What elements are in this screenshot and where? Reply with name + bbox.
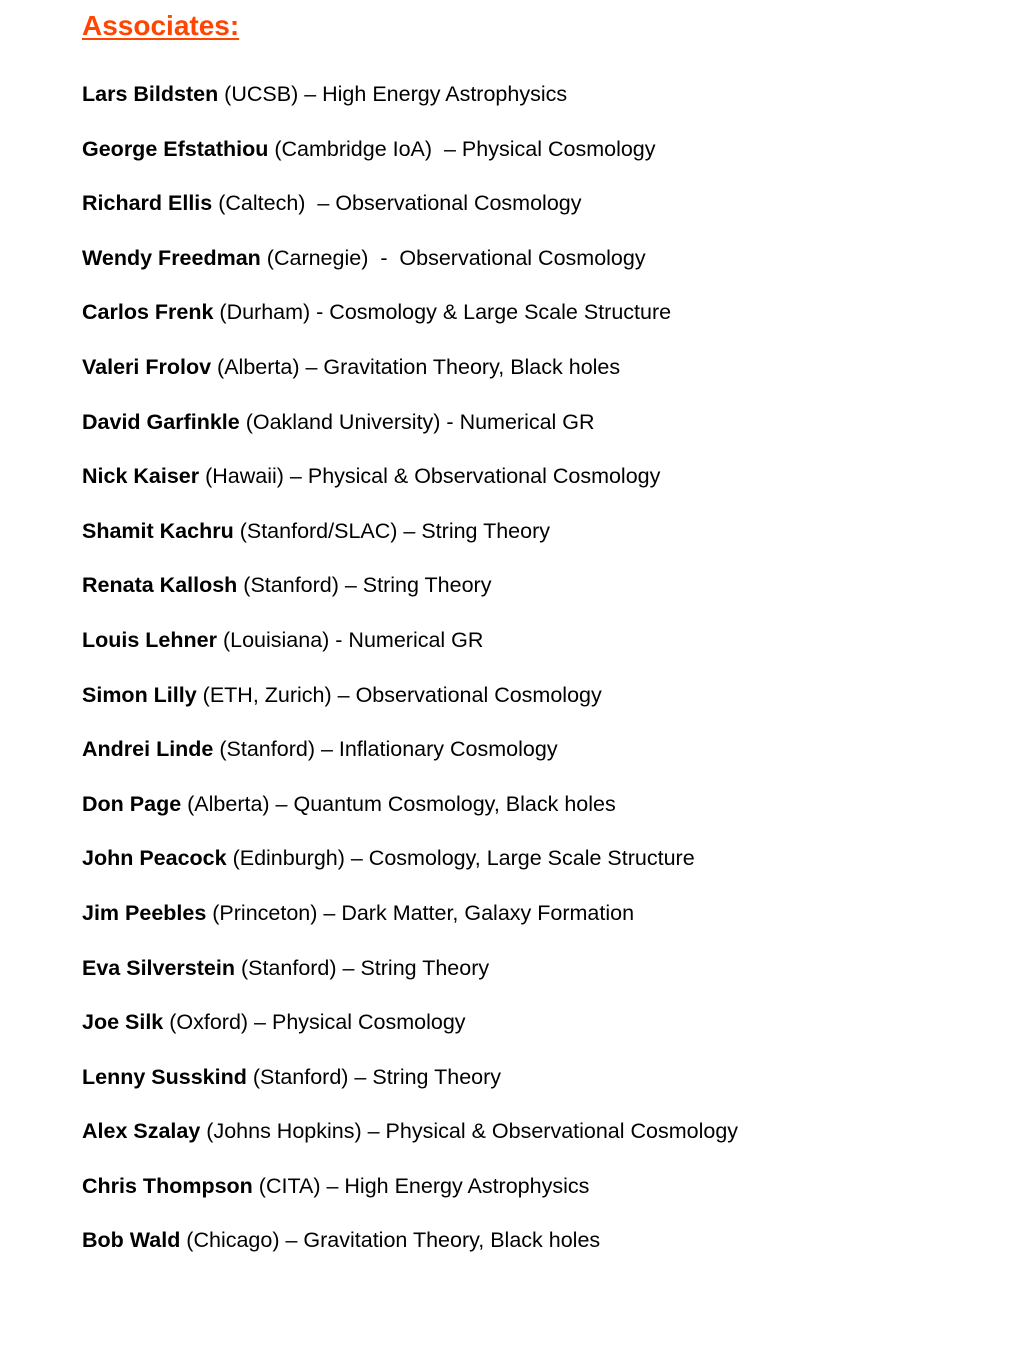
associate-name: Carlos Frenk	[82, 300, 214, 325]
associate-details: (Hawaii) – Physical & Observational Cosmology	[199, 464, 661, 489]
associate-entry	[82, 79, 738, 134]
associate-details: (Carnegie) - Observational Cosmology	[260, 245, 646, 270]
associate-details: (Stanford) – String Theory	[234, 955, 490, 980]
associate-entry	[82, 1171, 738, 1226]
associate-name: Don Page	[82, 791, 182, 816]
associate-details: (Alberta) – Quantum Cosmology, Black holes	[181, 791, 616, 816]
associate-entry	[82, 188, 738, 243]
associate-entry	[82, 680, 738, 735]
associate-entry	[82, 461, 738, 516]
associate-details: (Cambridge IoA) – Physical Cosmology	[268, 136, 656, 161]
associate-details: (Stanford) – Inflationary Cosmology	[213, 737, 558, 762]
associate-name: John Peacock	[82, 846, 227, 871]
associate-entry	[82, 843, 738, 898]
associate-name: Jim Peebles	[82, 900, 207, 925]
associate-name: George Efstathiou	[82, 136, 269, 161]
associate-details: (Louisiana) - Numerical GR	[216, 627, 484, 652]
associate-details: (Durham) - Cosmology & Large Scale Structure	[213, 300, 672, 325]
associate-name: Richard Ellis	[82, 191, 213, 216]
associate-entry	[82, 243, 738, 298]
associate-entry	[82, 516, 738, 571]
associate-name: Eva Silverstein	[82, 955, 235, 980]
associate-entry	[82, 1116, 738, 1171]
associate-details: (Edinburgh) – Cosmology, Large Scale Structure	[226, 846, 695, 871]
associate-entry	[82, 1225, 738, 1280]
associate-name: Nick Kaiser	[82, 464, 200, 489]
associate-entry	[82, 1062, 738, 1117]
associate-name: Chris Thompson	[82, 1173, 253, 1198]
associate-name: Joe Silk	[82, 1010, 164, 1035]
associates-list	[82, 79, 738, 1280]
associate-details: (Princeton) – Dark Matter, Galaxy Formation	[206, 900, 635, 925]
associate-details: (Chicago) – Gravitation Theory, Black holes	[180, 1228, 601, 1253]
associate-name: Bob Wald	[82, 1228, 181, 1253]
associate-name: Alex Szalay	[82, 1119, 201, 1144]
associate-entry	[82, 625, 738, 680]
associate-entry	[82, 789, 738, 844]
associate-entry	[82, 734, 738, 789]
associate-details: (Stanford) – String Theory	[246, 1064, 502, 1089]
associate-name: Valeri Frolov	[82, 354, 212, 379]
associate-entry	[82, 898, 738, 953]
associate-entry	[82, 134, 738, 189]
associate-entry	[82, 352, 738, 407]
associate-details: (UCSB) – High Energy Astrophysics	[218, 82, 568, 106]
associate-details: (Oakland University) - Numerical GR	[239, 409, 595, 434]
associate-details: (Johns Hopkins) – Physical & Observational Cosmology	[200, 1119, 739, 1144]
associate-name: Louis Lehner	[82, 627, 217, 652]
associate-entry	[82, 407, 738, 462]
associate-name: Lenny Susskind	[82, 1064, 247, 1089]
associate-details: (CITA) – High Energy Astrophysics	[252, 1173, 590, 1198]
associate-entry	[82, 297, 738, 352]
associate-name: Lars Bildsten	[82, 82, 219, 106]
associate-entry	[82, 953, 738, 1008]
associate-details: (ETH, Zurich) – Observational Cosmology	[196, 682, 602, 707]
associate-details: (Alberta) – Gravitation Theory, Black holes	[211, 354, 621, 379]
page-heading: Associates:	[82, 10, 240, 41]
associate-name: Andrei Linde	[82, 737, 214, 762]
associate-name: David Garfinkle	[82, 409, 240, 434]
associate-details: (Caltech) – Observational Cosmology	[212, 191, 582, 216]
associate-name: Wendy Freedman	[82, 245, 261, 270]
associate-details: (Oxford) – Physical Cosmology	[163, 1010, 466, 1035]
associate-name: Shamit Kachru	[82, 518, 234, 543]
associate-entry	[82, 570, 738, 625]
associate-details: (Stanford) – String Theory	[237, 573, 492, 598]
associate-entry	[82, 1007, 738, 1062]
associate-name: Simon Lilly	[82, 682, 197, 707]
associate-details: (Stanford/SLAC) – String Theory	[233, 518, 551, 543]
associate-name: Renata Kallosh	[82, 573, 238, 598]
